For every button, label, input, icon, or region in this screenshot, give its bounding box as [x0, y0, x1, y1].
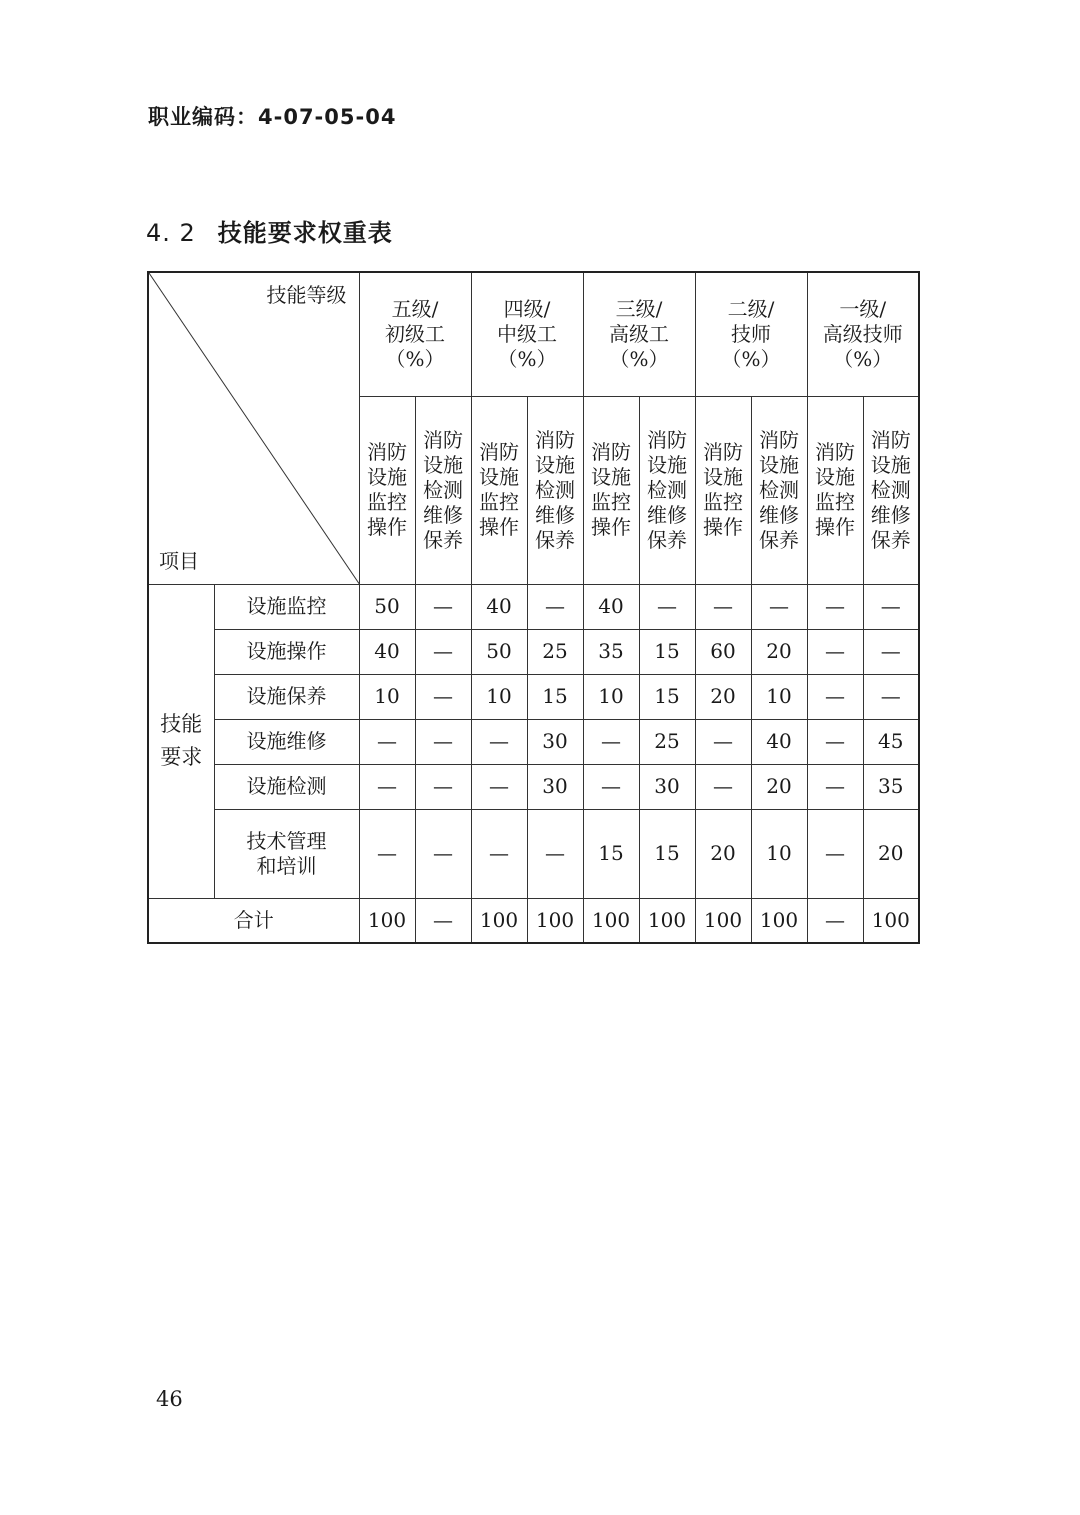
- row-label: 设施操作: [214, 629, 359, 674]
- total-cell: 100: [527, 898, 583, 943]
- table-cell: —: [807, 764, 863, 809]
- section-title-text: 技能要求权重表: [217, 219, 393, 247]
- table-cell: 40: [359, 629, 415, 674]
- total-cell: 100: [359, 898, 415, 943]
- table-cell: 30: [639, 764, 695, 809]
- table-cell: —: [415, 809, 471, 898]
- table-cell: 10: [751, 809, 807, 898]
- corner-label-grade: 技能等级: [266, 283, 347, 307]
- row-label: 技术管理 和培训: [214, 809, 359, 898]
- subheader-monitoring: 消防 设施 监控 操作: [471, 396, 527, 584]
- grade-header-5: 五级/ 初级工 （%）: [359, 272, 471, 396]
- grade-header-3: 三级/ 高级工 （%）: [583, 272, 695, 396]
- table-cell: —: [751, 584, 807, 629]
- table-cell: 35: [863, 764, 919, 809]
- table-cell: 40: [751, 719, 807, 764]
- table-cell: 15: [527, 674, 583, 719]
- table-cell: —: [695, 719, 751, 764]
- table-cell: —: [863, 584, 919, 629]
- subheader-maintenance: 消防 设施 检测 维修 保养: [639, 396, 695, 584]
- occupation-code-value: 4-07-05-04: [258, 105, 397, 129]
- table-cell: 10: [471, 674, 527, 719]
- table-cell: 25: [527, 629, 583, 674]
- table-cell: —: [863, 674, 919, 719]
- table-cell: 30: [527, 719, 583, 764]
- table-cell: 60: [695, 629, 751, 674]
- table-cell: 20: [751, 764, 807, 809]
- table-cell: 10: [751, 674, 807, 719]
- table-cell: 40: [583, 584, 639, 629]
- subheader-maintenance: 消防 设施 检测 维修 保养: [415, 396, 471, 584]
- table-cell: —: [527, 584, 583, 629]
- section-title: [146, 213, 393, 248]
- subheader-monitoring: 消防 设施 监控 操作: [583, 396, 639, 584]
- table-cell: —: [359, 764, 415, 809]
- table-cell: —: [415, 719, 471, 764]
- table-cell: —: [415, 674, 471, 719]
- total-cell: 100: [695, 898, 751, 943]
- table-cell: —: [639, 584, 695, 629]
- table-cell: 50: [359, 584, 415, 629]
- corner-label-item: 项目: [159, 548, 199, 573]
- table-cell: 10: [583, 674, 639, 719]
- table-cell: —: [471, 764, 527, 809]
- table-cell: 35: [583, 629, 639, 674]
- table-cell: —: [807, 674, 863, 719]
- table-cell: 50: [471, 629, 527, 674]
- total-cell: 100: [751, 898, 807, 943]
- row-label: 设施保养: [214, 674, 359, 719]
- table-cell: 10: [359, 674, 415, 719]
- table-cell: 25: [639, 719, 695, 764]
- subheader-maintenance: 消防 设施 检测 维修 保养: [863, 396, 919, 584]
- table-cell: —: [695, 584, 751, 629]
- total-row: [148, 898, 919, 943]
- table-cell: —: [471, 719, 527, 764]
- table-cell: —: [583, 719, 639, 764]
- table-cell: —: [583, 764, 639, 809]
- section-number: 4. 2: [146, 219, 196, 247]
- subheader-monitoring: 消防 设施 监控 操作: [807, 396, 863, 584]
- table-row: [148, 719, 919, 764]
- table-row: [148, 674, 919, 719]
- table-corner-header: [148, 272, 359, 584]
- table-cell: —: [415, 584, 471, 629]
- table-cell: 30: [527, 764, 583, 809]
- table-row: [148, 584, 919, 629]
- total-cell: 100: [863, 898, 919, 943]
- total-cell: —: [415, 898, 471, 943]
- subheader-maintenance: 消防 设施 检测 维修 保养: [527, 396, 583, 584]
- table-cell: —: [807, 584, 863, 629]
- subheader-monitoring: 消防 设施 监控 操作: [359, 396, 415, 584]
- table-cell: —: [471, 809, 527, 898]
- table-cell: —: [415, 764, 471, 809]
- table-row: [148, 629, 919, 674]
- table-cell: 45: [863, 719, 919, 764]
- table-cell: 15: [639, 629, 695, 674]
- total-cell: 100: [639, 898, 695, 943]
- table-cell: —: [807, 809, 863, 898]
- table-cell: —: [415, 629, 471, 674]
- total-cell: 100: [471, 898, 527, 943]
- table-cell: 15: [639, 674, 695, 719]
- table-cell: —: [359, 809, 415, 898]
- total-cell: —: [807, 898, 863, 943]
- occupation-code: [148, 101, 396, 131]
- corner-diagonal-line: [149, 273, 360, 585]
- row-label: 设施检测: [214, 764, 359, 809]
- table-cell: —: [807, 629, 863, 674]
- row-label: 设施维修: [214, 719, 359, 764]
- grade-header-4: 四级/ 中级工 （%）: [471, 272, 583, 396]
- table-cell: —: [359, 719, 415, 764]
- skill-weight-table: [147, 271, 920, 944]
- table-row: [148, 764, 919, 809]
- table-row: [148, 809, 919, 898]
- table-cell: —: [695, 764, 751, 809]
- table-cell: 20: [695, 674, 751, 719]
- table-cell: —: [863, 629, 919, 674]
- group-label-skill-requirements: 技能 要求: [148, 584, 214, 898]
- table-cell: 15: [583, 809, 639, 898]
- table-cell: 40: [471, 584, 527, 629]
- total-cell: 100: [583, 898, 639, 943]
- table-cell: 20: [695, 809, 751, 898]
- table-cell: —: [807, 719, 863, 764]
- page-number: 46: [156, 1387, 183, 1411]
- table-cell: —: [527, 809, 583, 898]
- total-label: 合计: [148, 898, 359, 943]
- subheader-maintenance: 消防 设施 检测 维修 保养: [751, 396, 807, 584]
- occupation-code-label: 职业编码：: [148, 105, 258, 129]
- table-cell: 15: [639, 809, 695, 898]
- table-cell: 20: [863, 809, 919, 898]
- grade-header-2: 二级/ 技师 （%）: [695, 272, 807, 396]
- subheader-monitoring: 消防 设施 监控 操作: [695, 396, 751, 584]
- grade-header-1: 一级/ 高级技师 （%）: [807, 272, 919, 396]
- row-label: 设施监控: [214, 584, 359, 629]
- table-cell: 20: [751, 629, 807, 674]
